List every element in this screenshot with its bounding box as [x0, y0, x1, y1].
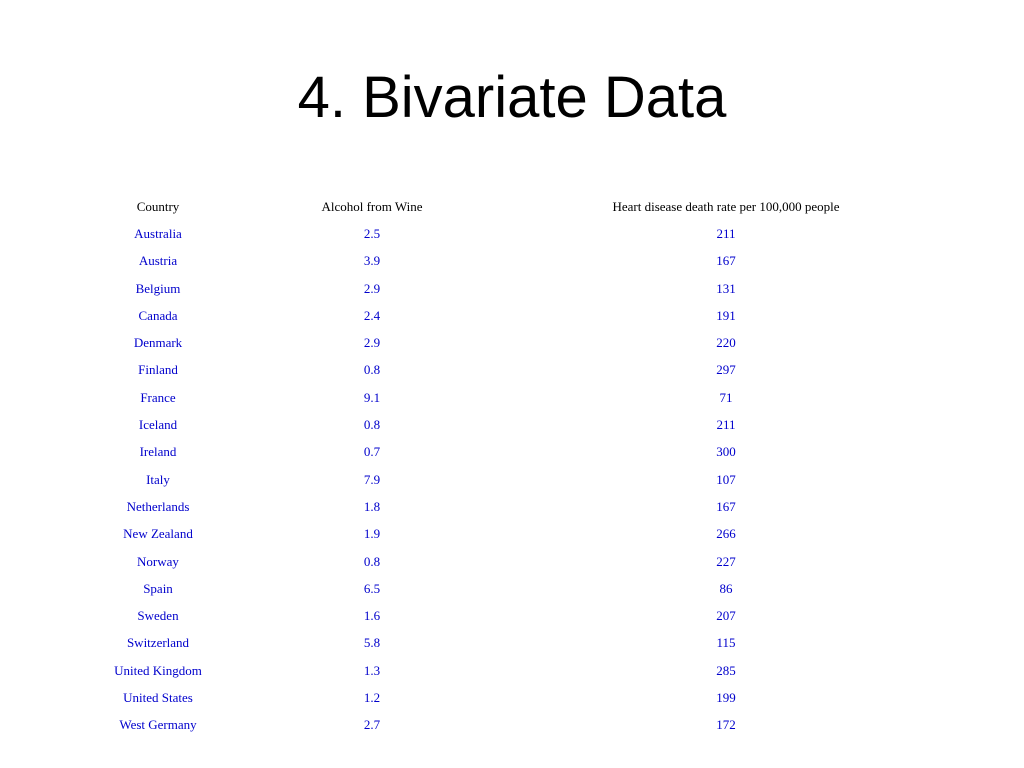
- table-row: [72, 439, 952, 466]
- cell-alcohol-from-wine: 9.1: [363, 389, 381, 405]
- cell-country: Sweden: [137, 608, 179, 624]
- cell-heart-disease-rate: 199: [716, 689, 736, 705]
- cell-alcohol-from-wine: 5.8: [363, 635, 381, 651]
- cell-heart-disease-rate: 211: [716, 225, 736, 241]
- cell-heart-disease-rate: 167: [716, 498, 736, 514]
- cell-heart-disease-rate: 131: [716, 280, 736, 296]
- table-row: [72, 466, 952, 493]
- table-row: [72, 329, 952, 356]
- cell-alcohol-from-wine: 7.9: [363, 471, 381, 487]
- cell-country: France: [140, 389, 176, 405]
- cell-country: Spain: [143, 580, 173, 596]
- cell-heart-disease-rate: 167: [716, 253, 736, 269]
- cell-country: Ireland: [139, 444, 177, 460]
- header-row: [72, 193, 952, 220]
- table-row: [72, 630, 952, 657]
- table-row: [72, 521, 952, 548]
- header-country: Country: [136, 198, 180, 214]
- cell-country: Norway: [137, 553, 179, 569]
- cell-heart-disease-rate: 297: [716, 362, 736, 378]
- cell-country: Belgium: [135, 280, 181, 296]
- cell-country: United Kingdom: [114, 662, 202, 678]
- cell-heart-disease-rate: 86: [719, 580, 733, 596]
- cell-country: Netherlands: [126, 498, 190, 514]
- cell-country: Canada: [138, 307, 178, 323]
- table-row: [72, 548, 952, 575]
- cell-country: Austria: [138, 253, 178, 269]
- table-row: [72, 275, 952, 302]
- cell-heart-disease-rate: 227: [716, 553, 736, 569]
- cell-alcohol-from-wine: 2.7: [363, 717, 381, 733]
- cell-alcohol-from-wine: 1.3: [363, 662, 381, 678]
- cell-heart-disease-rate: 300: [716, 444, 736, 460]
- table-row: [72, 493, 952, 520]
- cell-country: West Germany: [119, 717, 197, 733]
- slide-title: 4. Bivariate Data: [297, 65, 727, 130]
- data-table: [72, 193, 952, 739]
- cell-heart-disease-rate: 107: [716, 471, 736, 487]
- cell-country: Switzerland: [126, 635, 190, 651]
- cell-country: Finland: [138, 362, 178, 378]
- cell-alcohol-from-wine: 2.9: [363, 280, 381, 296]
- cell-alcohol-from-wine: 0.8: [363, 417, 381, 433]
- header-alcohol-from-wine: Alcohol from Wine: [321, 198, 423, 214]
- table-row: [72, 302, 952, 329]
- cell-country: Denmark: [133, 335, 183, 351]
- cell-heart-disease-rate: 211: [716, 417, 736, 433]
- cell-alcohol-from-wine: 1.9: [363, 526, 381, 542]
- table-row: [72, 712, 952, 739]
- cell-alcohol-from-wine: 1.6: [363, 608, 381, 624]
- cell-country: Australia: [134, 225, 182, 241]
- cell-heart-disease-rate: 71: [719, 389, 733, 405]
- table-row: [72, 602, 952, 629]
- cell-country: Italy: [146, 471, 170, 487]
- table-header: [72, 193, 952, 220]
- cell-alcohol-from-wine: 0.8: [363, 362, 381, 378]
- table-row: [72, 357, 952, 384]
- cell-alcohol-from-wine: 0.7: [363, 444, 381, 460]
- table-row: [72, 248, 952, 275]
- cell-country: New Zealand: [123, 526, 193, 542]
- table-body: [72, 220, 952, 739]
- cell-alcohol-from-wine: 2.5: [363, 225, 381, 241]
- cell-heart-disease-rate: 285: [716, 662, 736, 678]
- cell-heart-disease-rate: 220: [716, 335, 736, 351]
- table-row: [72, 384, 952, 411]
- cell-alcohol-from-wine: 1.8: [363, 498, 381, 514]
- cell-heart-disease-rate: 191: [716, 307, 736, 323]
- cell-alcohol-from-wine: 6.5: [363, 580, 381, 596]
- cell-country: Iceland: [138, 417, 178, 433]
- header-heart-disease-rate: Heart disease death rate per 100,000 people: [612, 198, 840, 214]
- cell-heart-disease-rate: 115: [716, 635, 736, 651]
- cell-heart-disease-rate: 172: [716, 717, 736, 733]
- table-row: [72, 220, 952, 247]
- table-row: [72, 684, 952, 711]
- table-row: [72, 411, 952, 438]
- cell-heart-disease-rate: 207: [716, 608, 736, 624]
- cell-alcohol-from-wine: 2.4: [363, 307, 381, 323]
- cell-country: United States: [123, 689, 193, 705]
- table-row: [72, 575, 952, 602]
- cell-heart-disease-rate: 266: [716, 526, 736, 542]
- cell-alcohol-from-wine: 3.9: [363, 253, 381, 269]
- cell-alcohol-from-wine: 2.9: [363, 335, 381, 351]
- cell-alcohol-from-wine: 1.2: [363, 689, 381, 705]
- table-row: [72, 657, 952, 684]
- cell-alcohol-from-wine: 0.8: [363, 553, 381, 569]
